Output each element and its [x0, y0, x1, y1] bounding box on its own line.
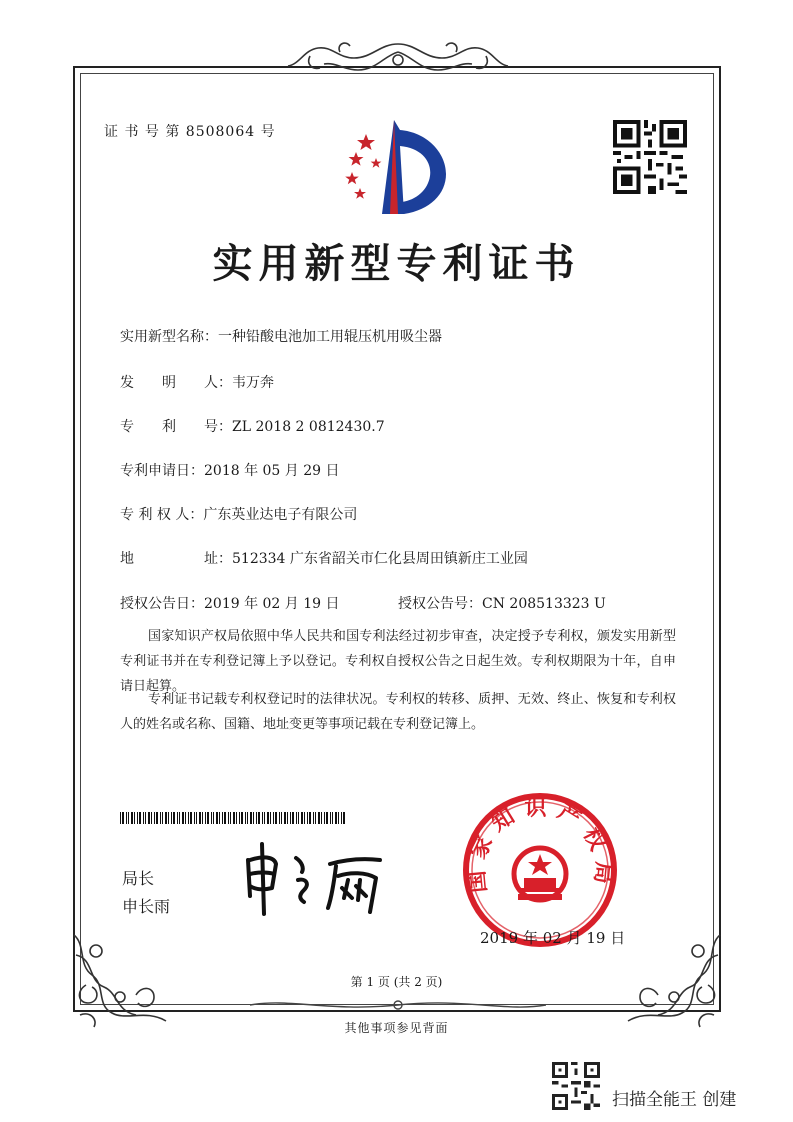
barcode-bar: [309, 812, 311, 824]
barcode-bar: [258, 812, 260, 824]
field-value: 广东英业达电子有限公司: [203, 507, 358, 523]
top-ornament: [280, 38, 516, 82]
barcode-bar: [139, 812, 141, 824]
barcode-bar: [222, 812, 223, 824]
barcode-bar: [154, 812, 155, 824]
barcode-bar: [321, 812, 322, 824]
barcode-bar: [185, 812, 186, 824]
barcode-bar: [148, 812, 150, 824]
barcode-bar: [338, 812, 339, 824]
barcode-bar: [145, 812, 146, 824]
barcode-bar: [228, 812, 229, 824]
official-seal: [460, 790, 620, 950]
barcode-bar: [120, 812, 121, 824]
barcode-bar: [324, 812, 325, 824]
barcode-bar: [143, 812, 144, 824]
barcode-bar: [287, 812, 288, 824]
field-patentee: [120, 504, 357, 524]
barcode-bar: [341, 812, 342, 824]
barcode-bar: [250, 812, 252, 824]
barcode: [120, 812, 346, 824]
seal-date: 2019 年 02 月 19 日: [480, 929, 626, 947]
barcode-bar: [160, 812, 161, 824]
barcode-bar: [224, 812, 226, 824]
barcode-bar: [270, 812, 271, 824]
barcode-bar: [315, 812, 316, 824]
field-address: [120, 548, 528, 568]
barcode-bar: [179, 812, 180, 824]
barcode-bar: [256, 812, 257, 824]
barcode-bar: [216, 812, 218, 824]
page-number: 第 1 页 (共 2 页): [350, 975, 443, 989]
barcode-bar: [168, 812, 169, 824]
barcode-bar: [177, 812, 178, 824]
barcode-bar: [296, 812, 297, 824]
seal-text: 国家知识产权局: [462, 795, 618, 894]
field-label: 授权公告号：: [398, 596, 482, 612]
signatory-title: 局长: [122, 869, 155, 888]
barcode-bar: [279, 812, 280, 824]
barcode-bar: [171, 812, 172, 824]
field-filing-date: [120, 460, 340, 480]
barcode-bar: [196, 812, 197, 824]
barcode-bar: [343, 812, 345, 824]
field-label: 专利申请日：: [120, 463, 204, 479]
barcode-bar: [230, 812, 231, 824]
barcode-bar: [298, 812, 299, 824]
barcode-bar: [264, 812, 265, 824]
field-label: 授权公告日：: [120, 596, 204, 612]
barcode-bar: [162, 812, 163, 824]
scanner-watermark: 扫描全能王 创建: [612, 1090, 737, 1110]
barcode-bar: [219, 812, 220, 824]
barcode-bar: [292, 812, 294, 824]
field-label: 专 利 号：: [120, 419, 232, 435]
barcode-bar: [307, 812, 308, 824]
barcode-bar: [173, 812, 175, 824]
field-label: 专 利 权 人：: [120, 507, 204, 523]
barcode-bar: [165, 812, 167, 824]
field-value: 512334 广东省韶关市仁化县周田镇新庄工业园: [232, 551, 528, 567]
field-value: ZL 2018 2 0812430.7: [232, 419, 385, 435]
barcode-bar: [284, 812, 286, 824]
field-value: CN 208513323 U: [482, 596, 606, 612]
certificate-number: 证 书 号 第 8508064 号: [104, 124, 276, 140]
barcode-bar: [128, 812, 129, 824]
field-grant-date: [120, 593, 340, 613]
barcode-bar: [262, 812, 263, 824]
field-label: 发 明 人：: [120, 375, 232, 391]
barcode-bar: [332, 812, 333, 824]
barcode-bar: [137, 812, 138, 824]
back-note: 其他事项参见背面: [344, 1021, 449, 1035]
field-grant-number: [398, 593, 606, 613]
barcode-bar: [301, 812, 303, 824]
barcode-bar: [267, 812, 269, 824]
barcode-bar: [326, 812, 328, 824]
legal-status-paragraph: 专利证书记载专利权登记时的法律状况。专利权的转移、质押、无效、终止、恢复和专利权人的姓名或名称、国籍、地址变更等事项记载在专利登记簿上。: [120, 692, 676, 732]
barcode-bar: [233, 812, 235, 824]
barcode-bar: [318, 812, 320, 824]
barcode-bar: [275, 812, 277, 824]
field-inventor: [120, 372, 274, 392]
barcode-bar: [335, 812, 337, 824]
barcode-bar: [190, 812, 192, 824]
barcode-bar: [281, 812, 282, 824]
barcode-bar: [239, 812, 240, 824]
barcode-bar: [131, 812, 133, 824]
barcode-bar: [213, 812, 214, 824]
barcode-bar: [205, 812, 206, 824]
barcode-bar: [236, 812, 237, 824]
barcode-bar: [211, 812, 212, 824]
barcode-bar: [253, 812, 254, 824]
field-utility-name: [120, 326, 442, 346]
field-label: 地 址：: [120, 551, 232, 567]
barcode-bar: [304, 812, 305, 824]
barcode-bar: [207, 812, 209, 824]
grant-statement-paragraph: 国家知识产权局依照中华人民共和国专利法经过初步审查，决定授予专利权，颁发实用新型专利证书并在专利登记簿上予以登记。专利权自授权公告之日起生效。专利权期限为十年，自申请日起算。: [120, 629, 676, 694]
barcode-bar: [156, 812, 158, 824]
field-value: 2018 年 05 月 29 日: [204, 463, 340, 479]
scanner-qr-code: [552, 1062, 600, 1110]
field-value: 韦万奔: [232, 375, 274, 391]
barcode-bar: [202, 812, 203, 824]
barcode-bar: [290, 812, 291, 824]
qr-code: [612, 120, 688, 194]
barcode-bar: [273, 812, 274, 824]
field-label: 实用新型名称：: [120, 329, 218, 345]
barcode-bar: [188, 812, 189, 824]
certificate-title: 实用新型专利证书: [212, 240, 581, 287]
barcode-bar: [199, 812, 201, 824]
barcode-bar: [126, 812, 127, 824]
barcode-bar: [182, 812, 184, 824]
signatory-name: 申长雨: [122, 897, 171, 916]
barcode-bar: [241, 812, 243, 824]
signature-image: [240, 838, 400, 918]
barcode-bar: [313, 812, 314, 824]
barcode-bar: [330, 812, 331, 824]
barcode-bar: [247, 812, 248, 824]
patent-office-logo: [338, 118, 450, 218]
barcode-bar: [151, 812, 152, 824]
barcode-bar: [122, 812, 124, 824]
bottom-center-ornament: [250, 996, 546, 1014]
field-value: 一种铅酸电池加工用辊压机用吸尘器: [218, 329, 442, 345]
barcode-bar: [134, 812, 135, 824]
field-patent-number: [120, 416, 385, 436]
barcode-bar: [194, 812, 195, 824]
field-value: 2019 年 02 月 19 日: [204, 596, 340, 612]
barcode-bar: [245, 812, 246, 824]
